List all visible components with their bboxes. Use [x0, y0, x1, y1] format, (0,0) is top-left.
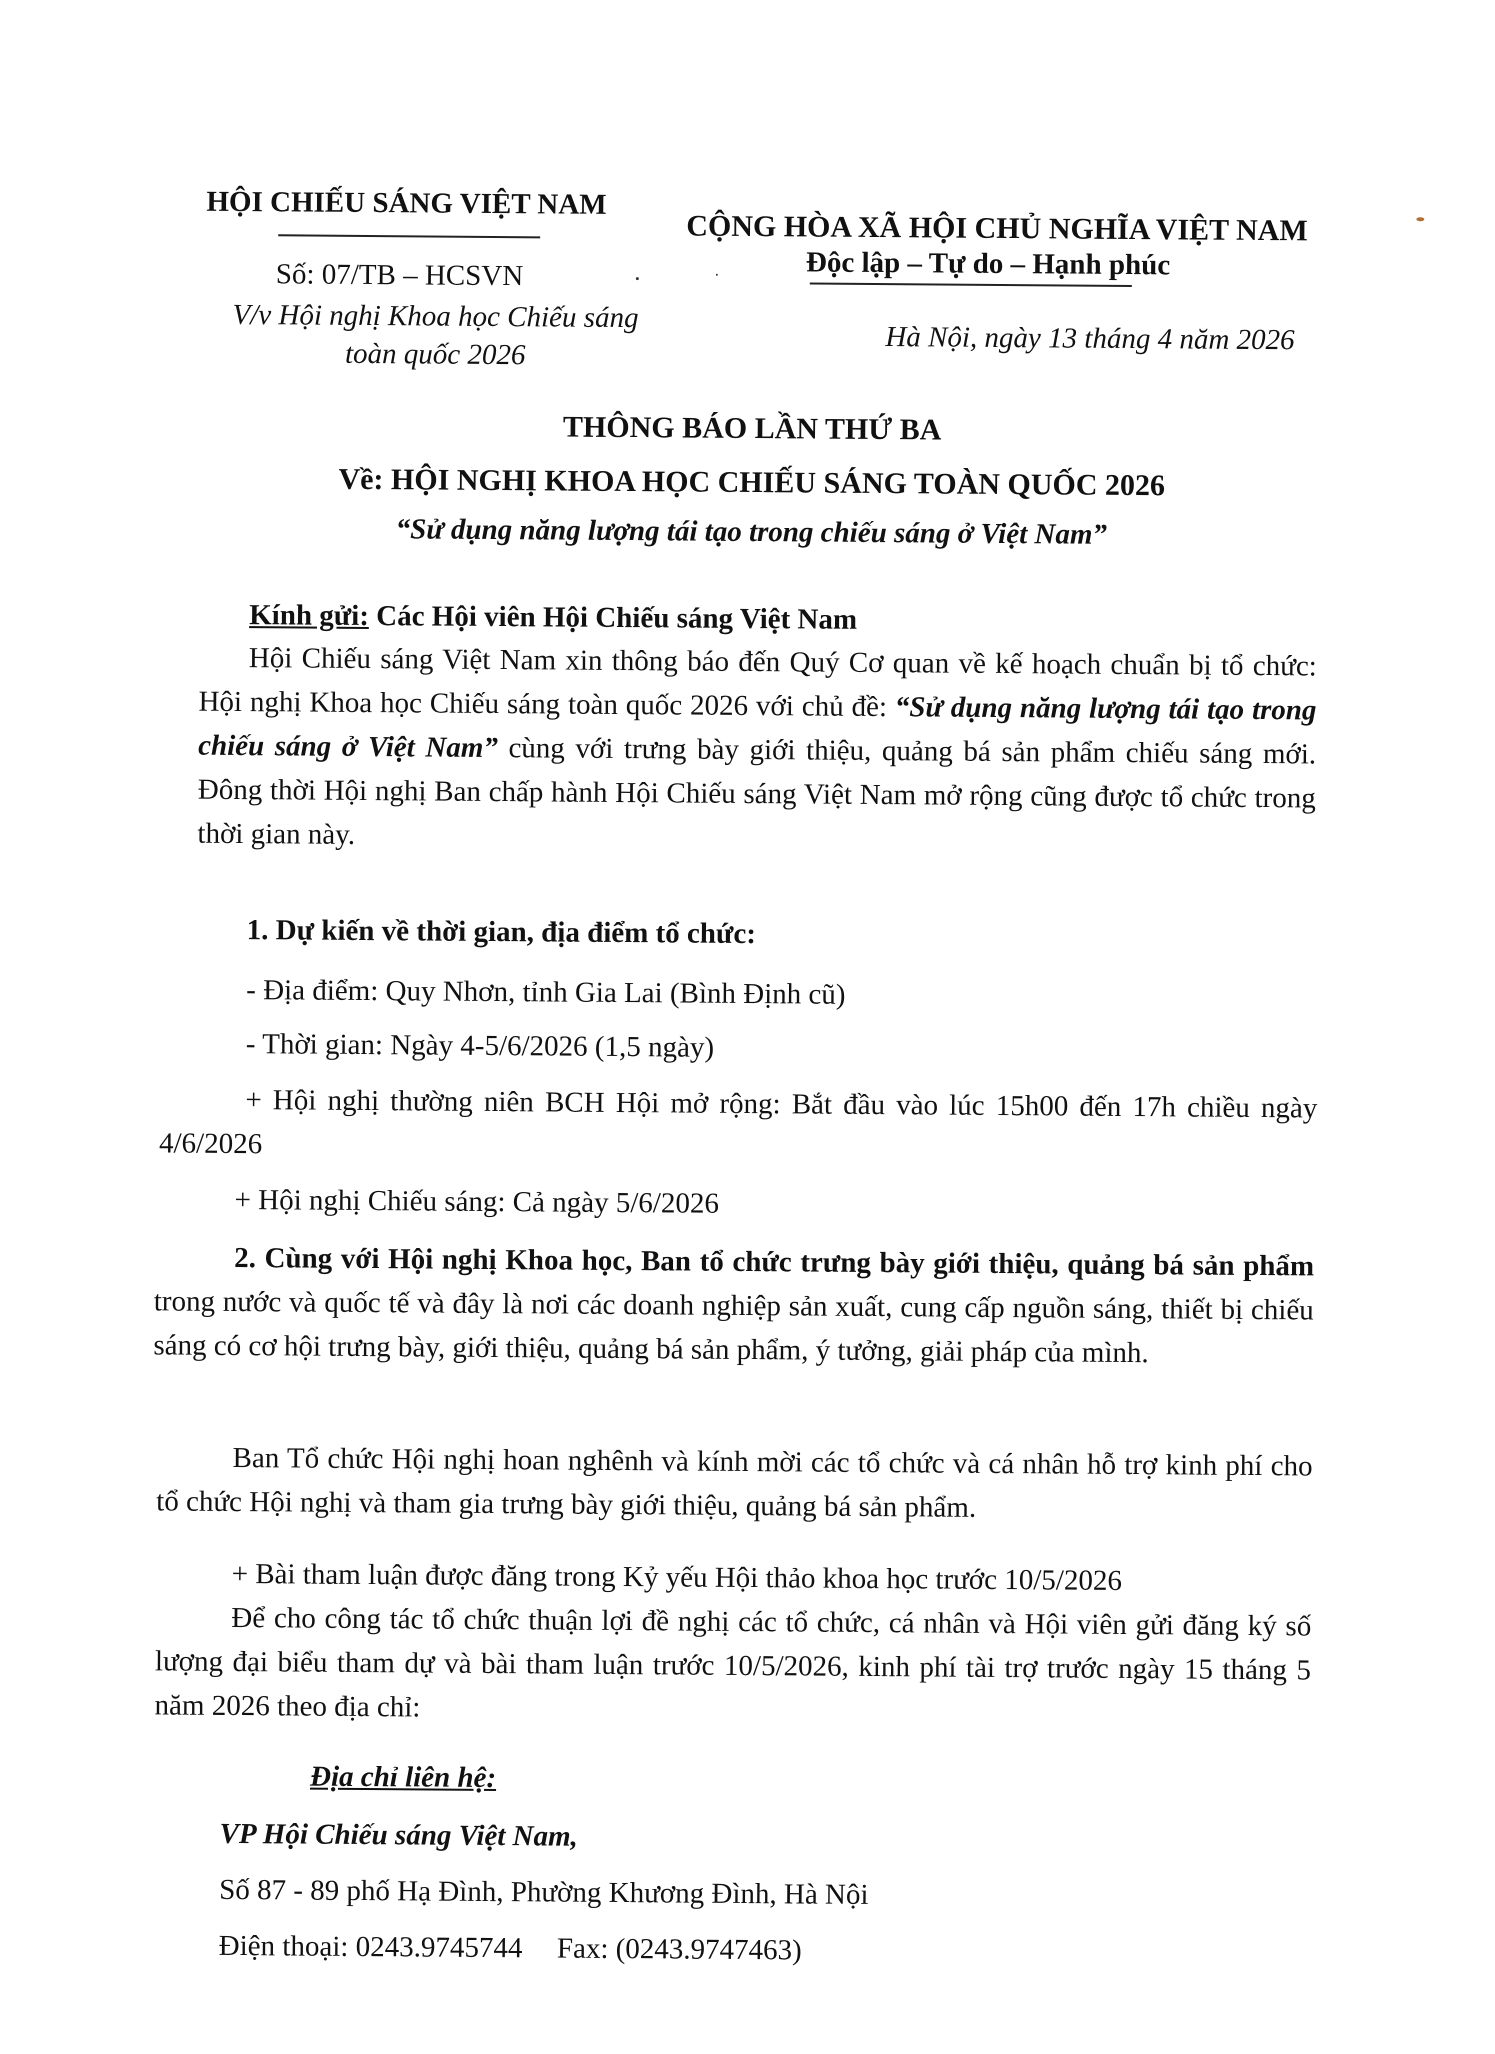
national-motto: Độc lập – Tự do – Hạnh phúc: [805, 246, 1171, 282]
fax-number: (0243.9747463): [615, 1932, 802, 1967]
intro-part-2: cùng với trưng bày giới thiệu, quảng bá sản phẩm chiếu sáng mới. Đông thời Hội nghị Ban chấp hành Hội Chiếu sáng Việt Nam mở rộng cũng được tổ chức trong thời gian này.: [197, 732, 1317, 851]
organization-name: HỘI CHIẾU SÁNG VIỆT NAM: [206, 185, 607, 221]
notice-subject: Về: HỘI NGHỊ KHOA HỌC CHIẾU SÁNG TOÀN QUỐC 2026: [338, 462, 1166, 503]
recipient: Các Hội viên Hội Chiếu sáng Việt Nam: [368, 600, 858, 636]
event-location: - Địa điểm: Quy Nhơn, tỉnh Gia Lai (Bình Định cũ): [246, 974, 846, 1011]
scan-speck: [636, 277, 639, 280]
organization-underline: [278, 234, 540, 238]
papers-deadline: + Bài tham luận được đăng trong Kỷ yếu Hội thảo khoa học trước 10/5/2026: [231, 1557, 1123, 1597]
notice-theme: “Sử dụng năng lượng tái tạo trong chiếu sáng ở Việt Nam”: [395, 513, 1108, 551]
contact-phone-fax: [219, 1930, 802, 1968]
contact-address: Số 87 - 89 phố Hạ Đình, Phường Khương Đình, Hà Nội: [219, 1873, 869, 1911]
section-2-paragraph: [153, 1235, 1314, 1376]
contact-office: VP Hội Chiếu sáng Việt Nam,: [219, 1817, 579, 1853]
document-subject: V/v Hội nghị Khoa học Chiếu sáng toàn quốc 2026: [232, 298, 639, 372]
document-number: Số: 07/TB – HCSVN: [275, 258, 524, 293]
annual-meeting: + Hội nghị thường niên BCH Hội mở rộng: Bắt đầu vào lúc 15h00 đến 17h chiều ngày 4/6/2026: [158, 1084, 1318, 1161]
section-2-heading: 2. Cùng với Hội nghị Khoa học, Ban tổ chức trưng bày giới thiệu, quảng bá sản phẩm: [234, 1241, 1315, 1283]
welcome-paragraph: Ban Tổ chức Hội nghị hoan nghênh và kính mời các tổ chức và cá nhân hỗ trợ kinh phí cho tổ chức Hội nghị và tham gia trưng bày giới thiệu, quảng bá sản phẩm.: [156, 1441, 1313, 1524]
section-1-heading: 1. Dự kiến về thời gian, địa điểm tổ chức:: [246, 914, 757, 951]
recipient-label: Kính gửi:: [249, 599, 370, 633]
scan-speck: [716, 274, 718, 276]
phone-number: 0243.9745744: [355, 1930, 523, 1965]
phone-label: Điện thoại:: [218, 1929, 349, 1963]
section-2-text: trong nước và quốc tế và đây là nơi các doanh nghiệp sản xuất, cung cấp nguồn sáng, thiết bị chiếu sáng có cơ hội trưng bày, giới thiệu, quảng bá sản phẩm, ý tưởng, giải pháp của mình.: [153, 1285, 1314, 1370]
event-time: - Thời gian: Ngày 4-5/6/2026 (1,5 ngày): [245, 1028, 715, 1064]
notice-title: THÔNG BÁO LẦN THỨ BA: [562, 410, 942, 447]
registration-paragraph: Để cho công tác tổ chức thuận lợi đề nghị các tổ chức, cá nhân và Hội viên gửi đăng ký số lượng đại biểu tham dự và bài tham luận trước 10/5/2026, kinh phí tài trợ trước ngày 15 tháng 5 năm 2026 theo địa chỉ:: [154, 1601, 1312, 1724]
fax-label: Fax:: [556, 1932, 609, 1965]
national-title: CỘNG HÒA XÃ HỘI CHỦ NGHĨA VIỆT NAM: [686, 209, 1308, 248]
contact-heading: Địa chỉ liên hệ:: [309, 1760, 497, 1795]
intro-paragraph: [197, 636, 1317, 865]
intro-theme: “Sử dụng năng lượng tái tạo trong chiếu sáng ở Việt Nam”: [198, 691, 1317, 765]
motto-underline: [810, 282, 1132, 287]
lighting-conference: + Hội nghị Chiếu sáng: Cả ngày 5/6/2026: [234, 1183, 720, 1220]
intro-part-1: Hội Chiếu sáng Việt Nam xin thông báo đến Quý Cơ quan về kế hoạch chuẩn bị tổ chức: Hội nghị Khoa học Chiếu sáng toàn quốc 2026 với chủ đề:: [198, 642, 1317, 724]
scan-speck: [1416, 217, 1424, 221]
recipient-line: [249, 599, 857, 637]
place-date: Hà Nội, ngày 13 tháng 4 năm 2026: [885, 321, 1295, 357]
